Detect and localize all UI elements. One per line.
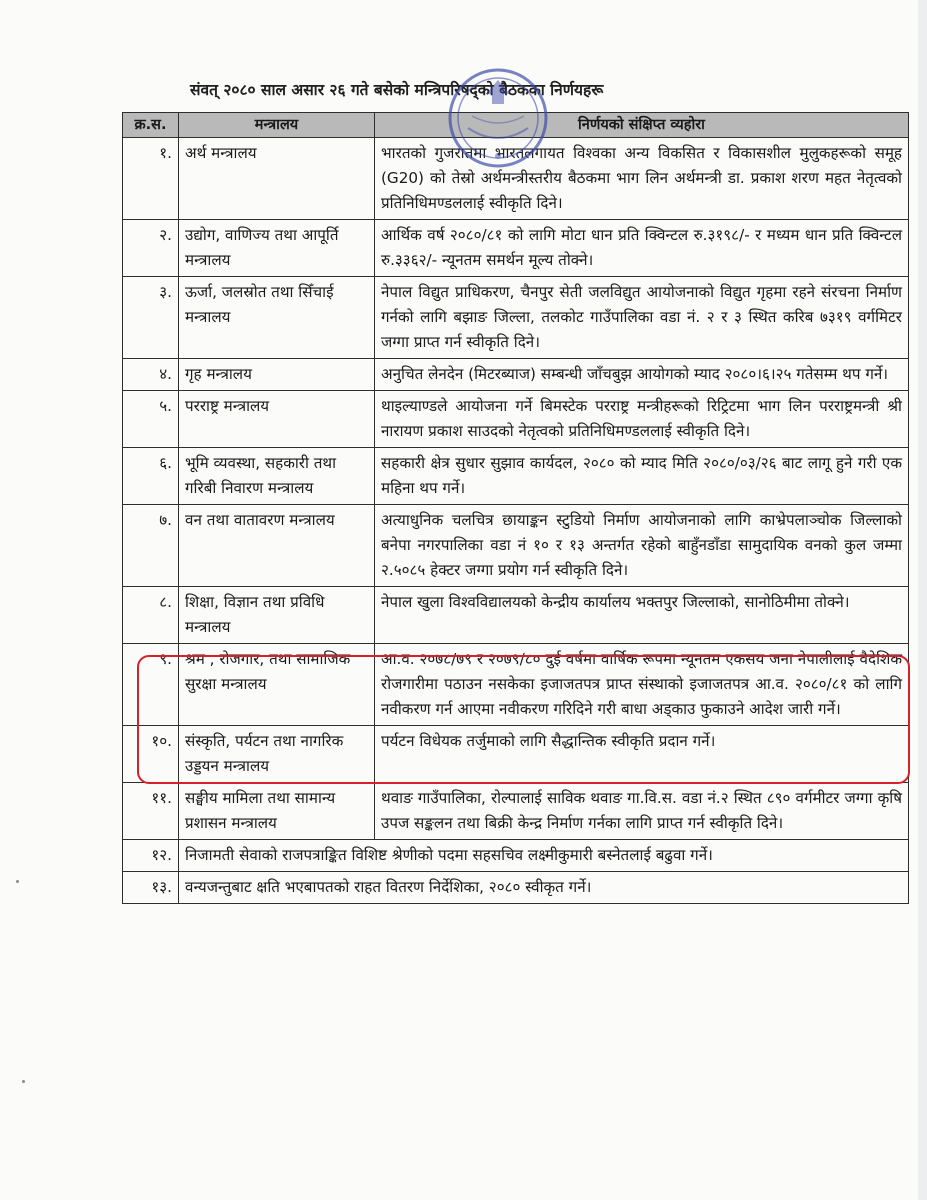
highlight-box <box>137 655 910 784</box>
row-decision: अत्याधुनिक चलचित्र छायाङ्कन स्टुडियो निर्माण आयोजनाको लागि काभ्रेपलाञ्चोक जिल्लाको बनेपा नगरपालिका वडा नं १० र १३ अन्तर्गत रहेको बाहुँनडाँडा सामुदायिक वनको कुल जम्मा २.५०८५ हेक्टर जग्गा प्रयोग गर्न स्वीकृति दिने। <box>375 505 909 587</box>
row-ministry: संस्कृति, पर्यटन तथा नागरिक उड्डयन मन्त्रालय <box>179 726 375 783</box>
row-decision: नेपाल विद्युत प्राधिकरण, चैनपुर सेती जलविद्युत आयोजनाको विद्युत गृहमा रहने संरचना निर्माण गर्नको लागि बझाङ जिल्ला, तलकोट गाउँपालिका वडा नं. २ र ३ स्थित करिब ७३१९ वर्गमिटर जग्गा प्राप्त गर्न स्वीकृति दिने। <box>375 277 909 359</box>
row-serial: ५. <box>123 391 179 448</box>
row-serial: ८. <box>123 587 179 644</box>
table-row-highlighted <box>123 505 909 587</box>
row-ministry: शिक्षा, विज्ञान तथा प्रविधि मन्त्रालय <box>179 587 375 644</box>
row-decision: निजामती सेवाको राजपत्राङ्कित विशिष्ट श्रेणीको पदमा सहसचिव लक्ष्मीकुमारी बस्नेतलाई बढुवा गर्ने। <box>179 840 909 872</box>
row-ministry: ऊर्जा, जलस्रोत तथा सिँचाई मन्त्रालय <box>179 277 375 359</box>
row-decision: वन्यजन्तुबाट क्षति भएबापतको राहत वितरण निर्देशिका, २०८० स्वीकृत गर्ने। <box>179 872 909 904</box>
row-decision: सहकारी क्षेत्र सुधार सुझाव कार्यदल, २०८० को म्याद मिति २०८०/०३/२६ बाट लागू हुने गरी एक महिना थप गर्ने। <box>375 448 909 505</box>
document-title: संवत् २०८० साल असार २६ गते बसेको मन्त्रिपरिषद्को बैठकका निर्णयहरू <box>190 81 604 99</box>
scan-speck <box>22 1080 25 1083</box>
row-ministry: श्रम , रोजगार, तथा सामाजिक सुरक्षा मन्त्रालय <box>179 644 375 726</box>
row-serial: १२. <box>123 840 179 872</box>
row-ministry: परराष्ट्र मन्त्रालय <box>179 391 375 448</box>
table-row <box>123 448 909 505</box>
table-row <box>123 359 909 391</box>
row-ministry: अर्थ मन्त्रालय <box>179 138 375 220</box>
row-decision: भारतको गुजरातमा भारतलगायत विश्वका अन्य विकसित र विकासशील मुलुकहरूको समूह (G20) को तेस्रो अर्थमन्त्रीस्तरीय बैठकमा भाग लिन अर्थमन्त्री डा. प्रकाश शरण महत नेतृत्वको प्रतिनिधिमण्डललाई स्वीकृति दिने। <box>375 138 909 220</box>
scan-edge <box>918 0 927 1200</box>
header-ministry: मन्त्रालय <box>179 113 375 138</box>
row-ministry: सङ्घीय मामिला तथा सामान्य प्रशासन मन्त्रालय <box>179 783 375 840</box>
row-serial: ६. <box>123 448 179 505</box>
decisions-table <box>122 112 909 904</box>
row-ministry: वन तथा वातावरण मन्त्रालय <box>179 505 375 587</box>
scan-speck <box>16 880 19 883</box>
row-serial: १३. <box>123 872 179 904</box>
row-serial: १०. <box>123 726 179 783</box>
header-decision: निर्णयको संक्षिप्त व्यहोरा <box>375 113 909 138</box>
row-ministry: गृह मन्त्रालय <box>179 359 375 391</box>
row-serial: ९. <box>123 644 179 726</box>
table-row <box>123 277 909 359</box>
row-serial: २. <box>123 220 179 277</box>
table-row <box>123 220 909 277</box>
header-serial: क्र.स. <box>123 113 179 138</box>
row-ministry: उद्योग, वाणिज्य तथा आपूर्ति मन्त्रालय <box>179 220 375 277</box>
row-decision: आ.व. २०७८/७९ र २०७९/८० दुई वर्षमा वार्षिक रूपमा न्यूनतम एकसय जना नेपालीलाई वैदेशिक रोजगारीमा पठाउन नसकेका इजाजतपत्र प्राप्त संस्थाको इजाजतपत्र आ.व. २०८०/८१ को लागि नवीकरण गर्न आएमा नवीकरण गरिदिने गरी बाधा अड्काउ फुकाउने आदेश जारी गर्ने। <box>375 644 909 726</box>
row-decision: थवाङ गाउँपालिका, रोल्पालाई साविक थवाङ गा.वि.स. वडा नं.२ स्थित ८९० वर्गमीटर जग्गा कृषि उपज सङ्कलन तथा बिक्री केन्द्र निर्माण गर्नका लागि प्राप्त गर्न स्वीकृति दिने। <box>375 783 909 840</box>
row-decision: अनुचित लेनदेन (मिटरब्याज) सम्बन्धी जाँचबुझ आयोगको म्याद २०८०।६।२५ गतेसम्म थप गर्ने। <box>375 359 909 391</box>
row-decision: नेपाल खुला विश्वविद्यालयको केन्द्रीय कार्यालय भक्तपुर जिल्लाको, सानोठिमीमा तोक्ने। <box>375 587 909 644</box>
row-decision: पर्यटन विधेयक तर्जुमाको लागि सैद्धान्तिक स्वीकृति प्रदान गर्ने। <box>375 726 909 783</box>
table-row <box>123 783 909 840</box>
row-serial: ७. <box>123 505 179 587</box>
table-row-wide <box>123 840 909 872</box>
row-serial: ३. <box>123 277 179 359</box>
government-seal-stamp <box>438 58 558 178</box>
table-row-wide <box>123 872 909 904</box>
row-decision: थाइल्याण्डले आयोजना गर्ने बिमस्टेक परराष्ट्र मन्त्रीहरूको रिट्रिटमा भाग लिन परराष्ट्रमन्त्री श्री नारायण प्रकाश साउदको नेतृत्वको प्रतिनिधिमण्डललाई स्वीकृति दिने। <box>375 391 909 448</box>
table-row <box>123 391 909 448</box>
row-decision: आर्थिक वर्ष २०८०/८१ को लागि मोटा धान प्रति क्विन्टल रु.३१९८/- र मध्यम धान प्रति क्विन्टल रु.३३६२/- न्यूनतम समर्थन मूल्य तोक्ने। <box>375 220 909 277</box>
row-ministry: भूमि व्यवस्था, सहकारी तथा गरिबी निवारण मन्त्रालय <box>179 448 375 505</box>
table-row <box>123 587 909 644</box>
row-serial: ४. <box>123 359 179 391</box>
row-serial: १. <box>123 138 179 220</box>
row-serial: ११. <box>123 783 179 840</box>
